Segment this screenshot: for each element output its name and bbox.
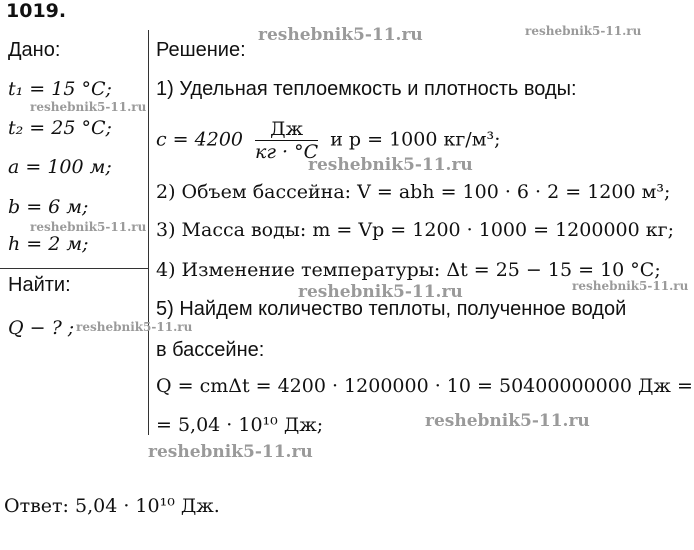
watermark-text: reshebnik5-11.ru xyxy=(30,220,147,234)
given-title: Дано: xyxy=(8,39,61,61)
solution-step2: 2) Объем бассейна: V = abh = 100 · 6 · 2 = 1200 м³; xyxy=(156,181,671,203)
watermark-text: reshebnik5-11.ru xyxy=(258,25,423,45)
solution-step5-line1: 5) Найдем количество теплоты, полученное водой xyxy=(156,298,627,320)
given-a: a = 100 м; xyxy=(8,156,112,178)
watermark-text: reshebnik5-11.ru xyxy=(30,100,147,114)
given-divider-horizontal xyxy=(0,268,148,269)
watermark-text: reshebnik5-11.ru xyxy=(308,155,473,175)
answer: Ответ: 5,04 · 10¹⁰ Дж. xyxy=(4,495,220,517)
given-b: b = 6 м; xyxy=(8,196,89,218)
given-t1: t₁ = 15 °C; xyxy=(8,78,112,100)
watermark-text: reshebnik5-11.ru xyxy=(525,24,642,38)
given-divider-vertical xyxy=(148,30,149,435)
watermark-text: reshebnik5-11.ru xyxy=(76,320,193,334)
solution-step1: 1) Удельная теплоемкость и плотность воды: xyxy=(156,78,577,100)
problem-number: 1019. xyxy=(6,0,67,22)
find-q: Q − ? ; xyxy=(8,317,75,339)
density-value: и p = 1000 кг/м³; xyxy=(330,128,501,151)
given-t2: t₂ = 25 °C; xyxy=(8,117,112,139)
solution-step5-line2: в бассейне: xyxy=(156,339,265,361)
fraction-denominator: кг · °C xyxy=(255,141,319,163)
solution-title: Решение: xyxy=(156,39,246,61)
find-title: Найти: xyxy=(8,274,71,296)
solution-q-line2: = 5,04 · 10¹⁰ Дж; xyxy=(156,414,324,436)
watermark-text: reshebnik5-11.ru xyxy=(148,442,313,462)
watermark-text: reshebnik5-11.ru xyxy=(425,411,590,431)
watermark-text: reshebnik5-11.ru xyxy=(298,282,463,302)
c-value: c = 4200 xyxy=(156,128,243,151)
fraction-numerator: Дж xyxy=(255,118,318,141)
given-h: h = 2 м; xyxy=(8,233,89,255)
solution-step3: 3) Масса воды: m = Vp = 1200 · 1000 = 1200000 кг; xyxy=(156,219,674,241)
solution-q-line1: Q = cmΔt = 4200 · 1200000 · 10 = 50400000000 Дж = xyxy=(156,375,693,397)
solution-step4: 4) Изменение температуры: Δt = 25 − 15 = 10 °C; xyxy=(156,259,661,281)
watermark-text: reshebnik5-11.ru xyxy=(572,279,689,293)
